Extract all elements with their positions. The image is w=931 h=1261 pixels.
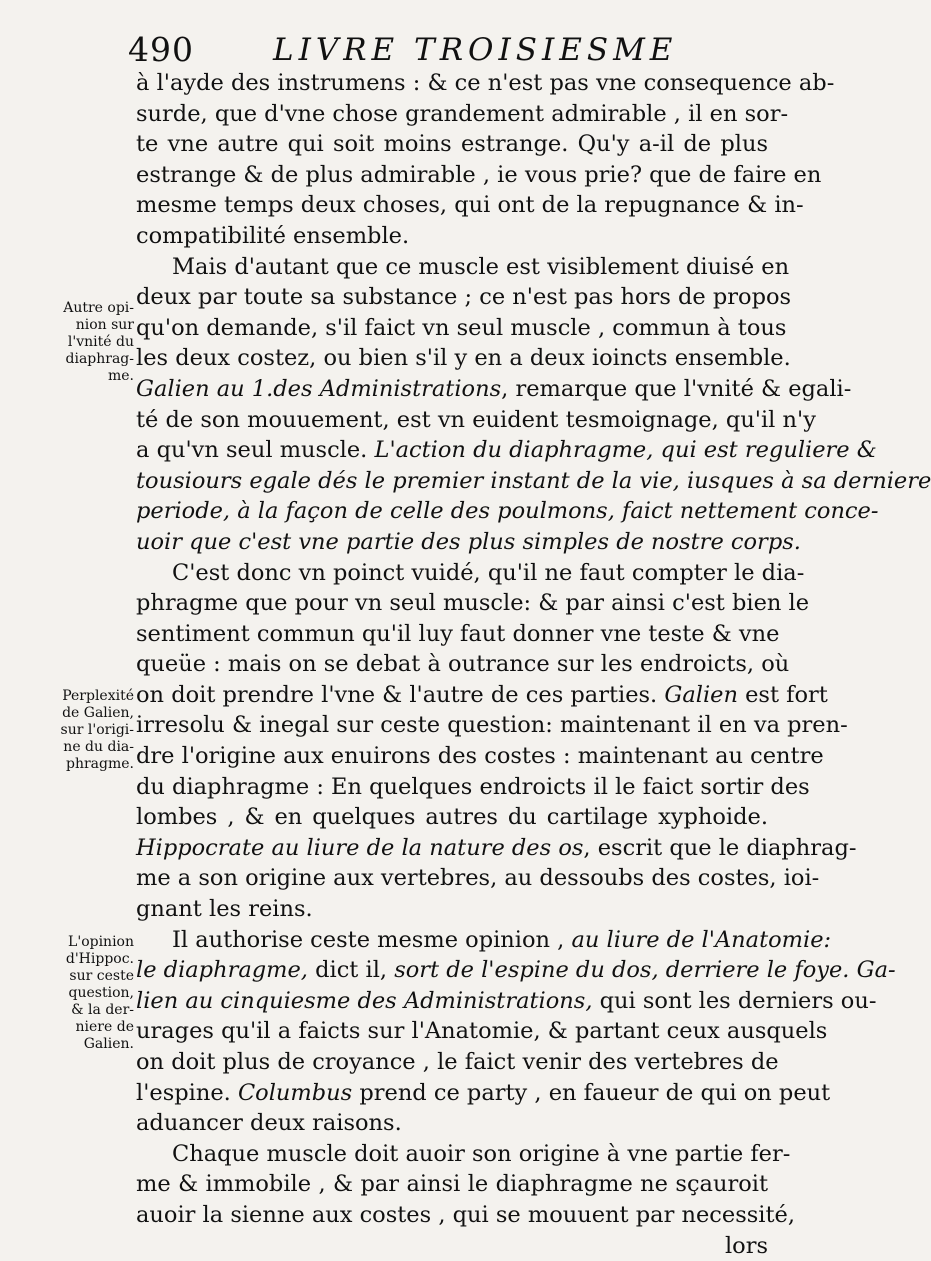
text-segment: surde, que d'vne chose grandement admirable , il en sor- <box>136 100 789 127</box>
text-line <box>136 221 768 252</box>
italic-text-segment: uoir que c'est vne partie des plus simples de nostre corps. <box>136 528 801 555</box>
text-line <box>136 68 835 99</box>
margin-note-line: niere de <box>75 1019 134 1035</box>
text-segment: irresolu & inegal sur ceste question: maintenant il en va pren- <box>136 712 848 739</box>
text-segment: a qu'vn seul muscle. <box>136 437 375 464</box>
text-segment: du diaphragme : En quelques endroicts il le faict sortir des <box>136 773 810 800</box>
text-segment: te vne autre qui soit moins estrange. Qu'y a-il de plus <box>136 131 768 158</box>
text-line <box>136 343 791 374</box>
text-segment: estrange & de plus admirable , ie vous prie? que de faire en <box>136 161 822 188</box>
text-segment: aduancer deux raisons. <box>136 1110 402 1137</box>
text-line <box>136 99 789 130</box>
text-line <box>136 313 787 344</box>
text-line <box>136 741 824 772</box>
text-line <box>136 619 780 650</box>
italic-text-segment: Columbus <box>237 1079 353 1106</box>
margin-note-line: sur ceste <box>69 968 134 984</box>
text-line <box>136 527 801 558</box>
italic-text-segment: Hippocrate au liure de la nature des os <box>136 834 584 861</box>
text-segment: les deux costez, ou bien s'il y en a deux ioincts ensemble. <box>136 345 791 372</box>
text-line <box>136 558 805 589</box>
text-line <box>136 496 879 527</box>
margin-note-line: l'vnité du <box>67 334 134 350</box>
text-segment: , remarque que l'vnité & egali- <box>501 375 852 402</box>
text-segment: dre l'origine aux enuirons des costes : maintenant au centre <box>136 743 824 770</box>
text-line <box>136 1139 791 1170</box>
text-line <box>136 190 804 221</box>
text-segment: lors <box>724 1232 768 1259</box>
text-line <box>136 160 822 191</box>
text-line <box>136 710 848 741</box>
text-line <box>136 925 832 956</box>
text-segment: on doit prendre l'vne & l'autre de ces parties. <box>136 681 665 708</box>
text-segment: prend ce party , en faueur de qui on peut <box>352 1079 831 1106</box>
text-segment: , escrit que le diaphrag- <box>583 834 857 861</box>
text-segment: à l'ayde des instrumens : & ce n'est pas vne consequence ab- <box>136 70 835 96</box>
text-line <box>136 252 790 283</box>
text-segment: té de son mouuement, est vn euident tesmoignage, qu'il n'y <box>136 406 816 433</box>
margin-note-line: nion sur <box>75 317 134 333</box>
text-segment: queüe : mais on se debat à outrance sur les endroicts, où <box>136 651 790 678</box>
text-line <box>136 374 852 405</box>
margin-note-line: me. <box>107 368 134 384</box>
text-segment: me & immobile , & par ainsi le diaphragme ne sçauroit <box>136 1171 768 1198</box>
text-line <box>136 435 877 466</box>
text-line <box>136 680 828 711</box>
text-segment: lombes , & en quelques autres du cartilage xyphoide. <box>136 804 768 831</box>
text-line <box>136 1047 779 1078</box>
italic-text-segment: tousiours egale dés le premier instant de la vie, iusques à sa derniere <box>136 467 931 494</box>
text-segment: auoir la sienne aux costes , qui se mouuent par necessité, <box>136 1201 795 1228</box>
text-segment: est fort <box>737 681 828 708</box>
text-line <box>136 1200 795 1231</box>
page-number: 490 <box>128 30 194 69</box>
text-line <box>136 282 792 313</box>
text-segment: Il authorise ceste mesme opinion , <box>172 926 572 953</box>
text-segment: on doit plus de croyance , le faict venir des vertebres de <box>136 1049 779 1075</box>
text-line <box>136 1016 828 1047</box>
italic-text-segment: sort de l'espine du dos, derriere le foye. Ga- <box>394 957 896 984</box>
text-line <box>136 588 810 619</box>
text-line <box>136 986 877 1017</box>
text-line <box>136 772 810 803</box>
italic-text-segment: au liure de l'Anatomie: <box>571 926 832 953</box>
italic-text-segment: L'action du diaphragme, qui est reguliere & <box>374 437 877 464</box>
main-text-block <box>136 68 931 1261</box>
text-line <box>136 802 768 833</box>
margin-note-line: ne du dia- <box>63 739 134 755</box>
running-head <box>128 30 778 70</box>
running-title: LIVRE TROISIESME <box>273 32 678 68</box>
margin-note-line: sur l'origi- <box>60 722 134 738</box>
text-segment: compatibilité ensemble. <box>136 222 410 249</box>
text-segment: urages qu'il a faicts sur l'Anatomie, & partant ceux ausquels <box>136 1018 828 1045</box>
margin-note <box>38 934 134 1053</box>
text-segment: me a son origine aux vertebres, au dessoubs des costes, ioi- <box>136 865 820 892</box>
text-segment: mesme temps deux choses, qui ont de la repugnance & in- <box>136 192 804 219</box>
italic-text-segment: le diaphragme, <box>136 957 308 984</box>
margin-note-line: Galien. <box>83 1036 134 1052</box>
text-line <box>136 405 816 436</box>
margin-note-line: Perplexité <box>62 688 134 704</box>
margin-note <box>38 688 134 773</box>
text-line <box>136 1078 831 1109</box>
text-segment: dict il, <box>307 957 395 984</box>
margin-note-line: d'Hippoc. <box>65 951 134 967</box>
margin-note-line: de Galien, <box>62 705 134 721</box>
text-segment: gnant les reins. <box>136 896 313 923</box>
text-line <box>136 466 931 497</box>
text-segment: qui sont les derniers ou- <box>592 987 877 1014</box>
text-line <box>136 863 820 894</box>
italic-text-segment: Galien <box>664 681 738 708</box>
text-line <box>136 1169 768 1200</box>
margin-note <box>38 300 134 385</box>
margin-note-line: phragme. <box>66 756 134 772</box>
text-segment: C'est donc vn poinct vuidé, qu'il ne faut compter le dia- <box>172 559 805 586</box>
text-line <box>136 129 768 160</box>
text-line <box>136 649 790 680</box>
text-segment: deux par toute sa substance ; ce n'est pas hors de propos <box>136 284 792 311</box>
italic-text-segment: Galien au 1.des Administrations <box>136 375 502 402</box>
italic-text-segment: lien au cinquiesme des Administrations, <box>136 987 593 1014</box>
text-segment: qu'on demande, s'il faict vn seul muscle , commun à tous <box>136 314 787 341</box>
text-line <box>136 894 768 925</box>
margin-note-line: L'opinion <box>68 934 134 950</box>
margin-note-line: Autre opi- <box>63 300 134 316</box>
text-line <box>136 833 857 864</box>
text-line <box>136 1108 768 1139</box>
text-line <box>136 955 896 986</box>
text-segment: Mais d'autant que ce muscle est visiblement diuisé en <box>172 253 790 280</box>
margin-note-line: & la der- <box>71 1002 134 1018</box>
margin-note-line: diaphrag- <box>65 351 134 367</box>
italic-text-segment: periode, à la façon de celle des poulmons, faict nettement conce- <box>136 498 879 525</box>
margin-note-line: question, <box>68 985 134 1001</box>
text-segment: l'espine. <box>136 1079 238 1106</box>
text-segment: Chaque muscle doit auoir son origine à vne partie fer- <box>172 1140 791 1167</box>
text-line <box>136 1231 768 1261</box>
text-segment: sentiment commun qu'il luy faut donner vne teste & vne <box>136 620 780 647</box>
text-segment: phragme que pour vn seul muscle: & par ainsi c'est bien le <box>136 590 810 617</box>
